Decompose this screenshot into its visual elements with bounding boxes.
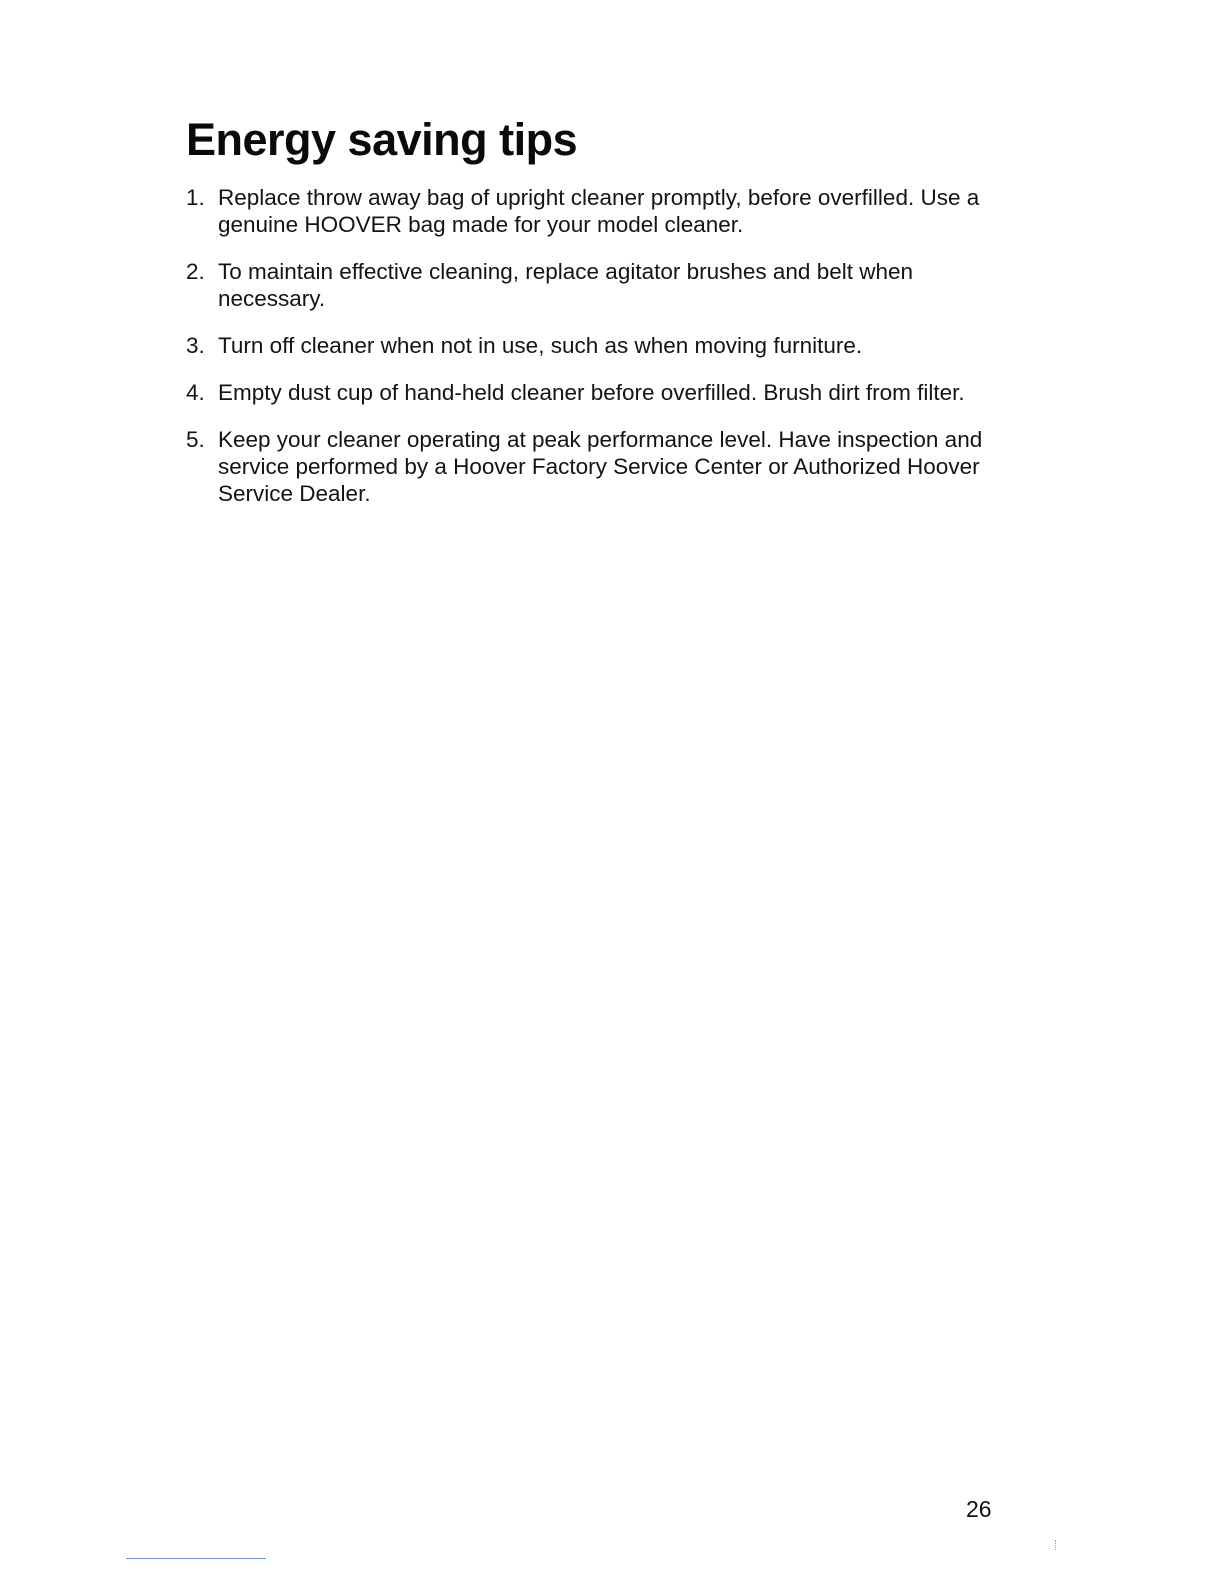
page-number: 26 [966, 1496, 992, 1522]
tip-number: 1. [186, 185, 205, 210]
tip-text: Empty dust cup of hand-held cleaner before overfilled. Brush dirt from filter. [218, 380, 965, 405]
tip-item-4 [186, 379, 1016, 406]
footer-rule [126, 1558, 266, 1559]
tip-text: Keep your cleaner operating at peak performance level. Have inspection and service performed by a Hoover Factory Service Center or Authorized Hoover Service Dealer. [218, 427, 983, 506]
tip-number: 3. [186, 333, 205, 358]
tip-text: Turn off cleaner when not in use, such as when moving furniture. [218, 333, 863, 358]
tip-item-3 [186, 332, 1016, 359]
tip-text: Replace throw away bag of upright cleaner promptly, before overfilled. Use a genuine HOOVER bag made for your model cleaner. [218, 185, 980, 237]
margin-mark [1055, 1540, 1058, 1550]
tip-number: 5. [186, 427, 205, 452]
tip-item-5 [186, 426, 1016, 507]
tips-list [186, 184, 1016, 527]
tip-text: To maintain effective cleaning, replace agitator brushes and belt when necessary. [218, 259, 914, 311]
tip-item-2 [186, 258, 1016, 312]
page-title: Energy saving tips [186, 114, 578, 165]
tip-number: 2. [186, 259, 205, 284]
tip-number: 4. [186, 380, 205, 405]
tip-item-1 [186, 184, 1016, 238]
